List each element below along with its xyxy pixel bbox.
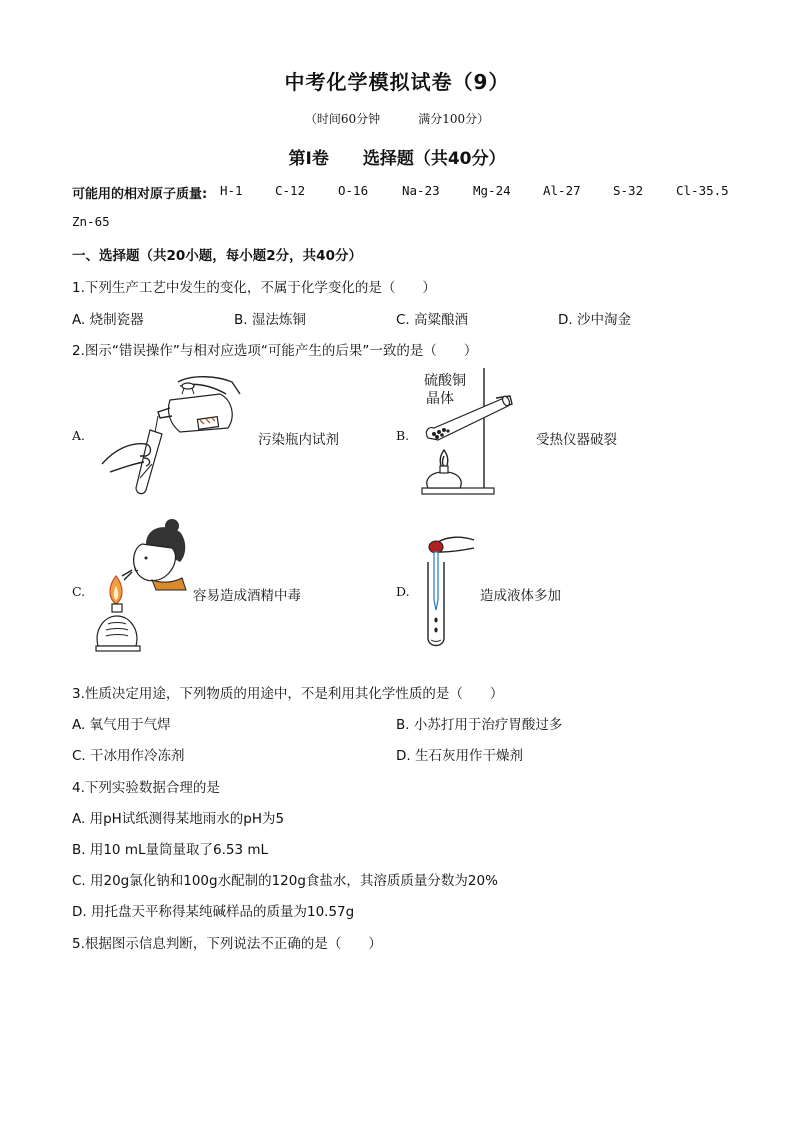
reagent-label-line: 硫酸铜: [424, 373, 466, 389]
exam-score: 满分100分）: [418, 112, 490, 126]
option-c: C. 干冰用作冷冻剂: [72, 748, 185, 764]
atomic-mass-item: Al-27: [543, 183, 581, 198]
option-b: B. 用10 mL量筒量取了6.53 mL: [72, 842, 269, 858]
atomic-mass-item: H-1: [220, 183, 243, 198]
atomic-mass-item: O-16: [338, 183, 369, 198]
question-stem: 1.下列生产工艺中发生的变化，不属于化学变化的是（ ）: [72, 280, 436, 296]
atomic-mass-item: S-32: [613, 183, 644, 198]
page-title: 中考化学模拟试卷（9）: [284, 70, 510, 94]
reagent-label-line: 晶体: [426, 391, 454, 407]
part-label: 第Ⅰ卷: [288, 149, 329, 169]
exam-info: [0, 110, 794, 127]
heating-test-tube-illustration: [414, 368, 526, 500]
blowing-out-lamp-illustration: [94, 518, 190, 656]
exam-time: （时间60分钟: [304, 112, 381, 126]
question-stem: 5.根据图示信息判断，下列说法不正确的是（ ）: [72, 936, 382, 952]
option-a-letter: A.: [72, 428, 86, 443]
atomic-masses: [72, 183, 732, 203]
pouring-liquid-illustration: [100, 372, 245, 497]
question-stem: 4.下列实验数据合理的是: [72, 780, 220, 796]
option-d: D. 用托盘天平称得某纯碱样品的质量为10.57g: [72, 904, 355, 920]
question-stem: 2.图示“错误操作”与相对应选项“可能产生的后果”一致的是（ ）: [72, 343, 478, 359]
option-a: A. 氧气用于气焊: [72, 717, 171, 733]
question-stem: 3.性质决定用途，下列物质的用途中，不是利用其化学性质的是（ ）: [72, 686, 504, 702]
option-d: D. 生石灰用作干燥剂: [396, 748, 523, 764]
dropper-illustration: [418, 534, 478, 650]
option-c-caption: 容易造成酒精中毒: [193, 588, 301, 604]
atomic-mass-item: Mg-24: [473, 183, 511, 198]
option-b: B. 小苏打用于治疗胃酸过多: [396, 717, 563, 733]
option-a-caption: 污染瓶内试剂: [258, 432, 339, 448]
option-d-letter: D.: [396, 584, 410, 599]
option-c: C. 用20g氯化钠和100g水配制的120g食盐水，其溶质质量分数为20%: [72, 873, 498, 889]
option-c: C. 高粱酿酒: [396, 312, 469, 328]
option-b-caption: 受热仪器破裂: [536, 432, 617, 448]
option-a: A. 用pH试纸测得某地雨水的pH为5: [72, 811, 285, 827]
section-heading: 一、选择题（共20小题，每小题2分，共40分）: [72, 248, 362, 264]
atomic-mass-item: C-12: [275, 183, 306, 198]
part-heading: [0, 144, 794, 169]
option-a: A. 烧制瓷器: [72, 312, 144, 328]
atomic-mass-item: Cl-35.5: [676, 183, 729, 198]
atomic-masses-label: 可能用的相对原子质量:: [72, 187, 208, 202]
option-b: B. 湿法炼铜: [234, 312, 306, 328]
option-c-letter: C.: [72, 584, 86, 599]
atomic-mass-item: Zn-65: [72, 214, 110, 229]
atomic-mass-item: Na-23: [402, 183, 440, 198]
option-d-caption: 造成液体多加: [480, 588, 561, 604]
part-title: 选择题（共40分）: [362, 149, 506, 169]
option-b-letter: B.: [396, 428, 410, 443]
option-d: D. 沙中淘金: [558, 312, 631, 328]
